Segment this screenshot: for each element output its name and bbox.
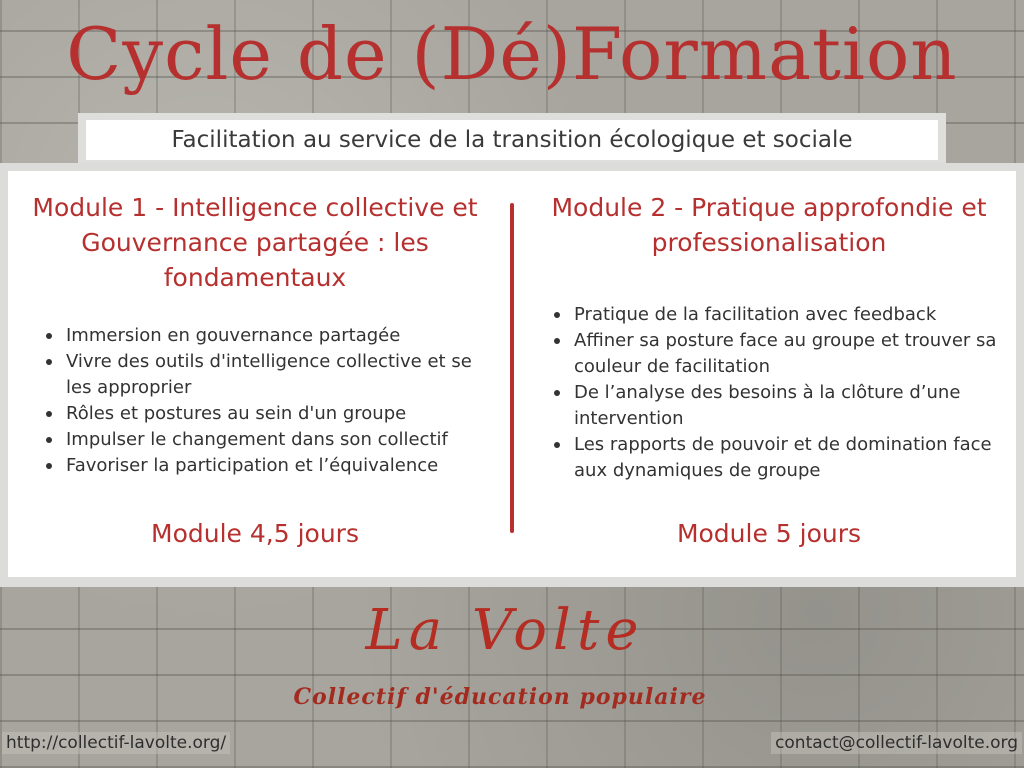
list-item-text: Affiner sa posture face au groupe et trouver sa couleur de facilitation [574, 330, 997, 377]
bullet-icon [554, 442, 560, 448]
page-title: Cycle de (Dé)Formation [66, 12, 958, 96]
column-divider [510, 203, 514, 533]
email-link[interactable]: contact@collectif-lavolte.org [771, 732, 1022, 754]
list-item-text: De l’analyse des besoins à la clôture d’une intervention [574, 382, 961, 429]
module-2-list [548, 302, 1008, 484]
module-1-title: Module 1 - Intelligence collective et Gouvernance partagée : les fondamentaux [32, 193, 478, 292]
module-2-title: Module 2 - Pratique approfondie et professionalisation [551, 193, 987, 257]
list-item [548, 380, 1008, 432]
list-item-text: Pratique de la facilitation avec feedback [574, 304, 937, 325]
list-item-text: Vivre des outils d'intelligence collective et se les approprier [66, 351, 472, 398]
bullet-icon [46, 333, 52, 339]
subtitle: Facilitation au service de la transition écologique et sociale [86, 120, 938, 160]
list-item-text: Les rapports de pouvoir et de domination face aux dynamiques de groupe [574, 434, 992, 481]
brand-logo-text: La Volte [365, 598, 645, 663]
brand-tagline: Collectif d'éducation populaire [293, 684, 707, 710]
list-item-text: Favoriser la participation et l’équivalence [66, 455, 439, 476]
module-1-list [40, 323, 500, 479]
list-item [548, 328, 1008, 380]
bullet-icon [46, 437, 52, 443]
module-1-duration: Module 4,5 jours [151, 519, 359, 548]
list-item-text: Immersion en gouvernance partagée [66, 325, 401, 346]
bullet-icon [46, 411, 52, 417]
list-item [40, 453, 500, 479]
bullet-icon [46, 359, 52, 365]
list-item-text: Impulser le changement dans son collectif [66, 429, 448, 450]
list-item [40, 401, 500, 427]
bullet-icon [554, 312, 560, 318]
list-item [40, 427, 500, 453]
list-item [40, 349, 500, 401]
list-item [548, 302, 1008, 328]
module-2-duration: Module 5 jours [676, 519, 862, 548]
list-item [40, 323, 500, 349]
list-item-text: Rôles et postures au sein d'un groupe [66, 403, 407, 424]
bullet-icon [554, 338, 560, 344]
list-item [548, 432, 1008, 484]
bullet-icon [46, 463, 52, 469]
website-link[interactable]: http://collectif-lavolte.org/ [2, 732, 230, 754]
bullet-icon [554, 390, 560, 396]
